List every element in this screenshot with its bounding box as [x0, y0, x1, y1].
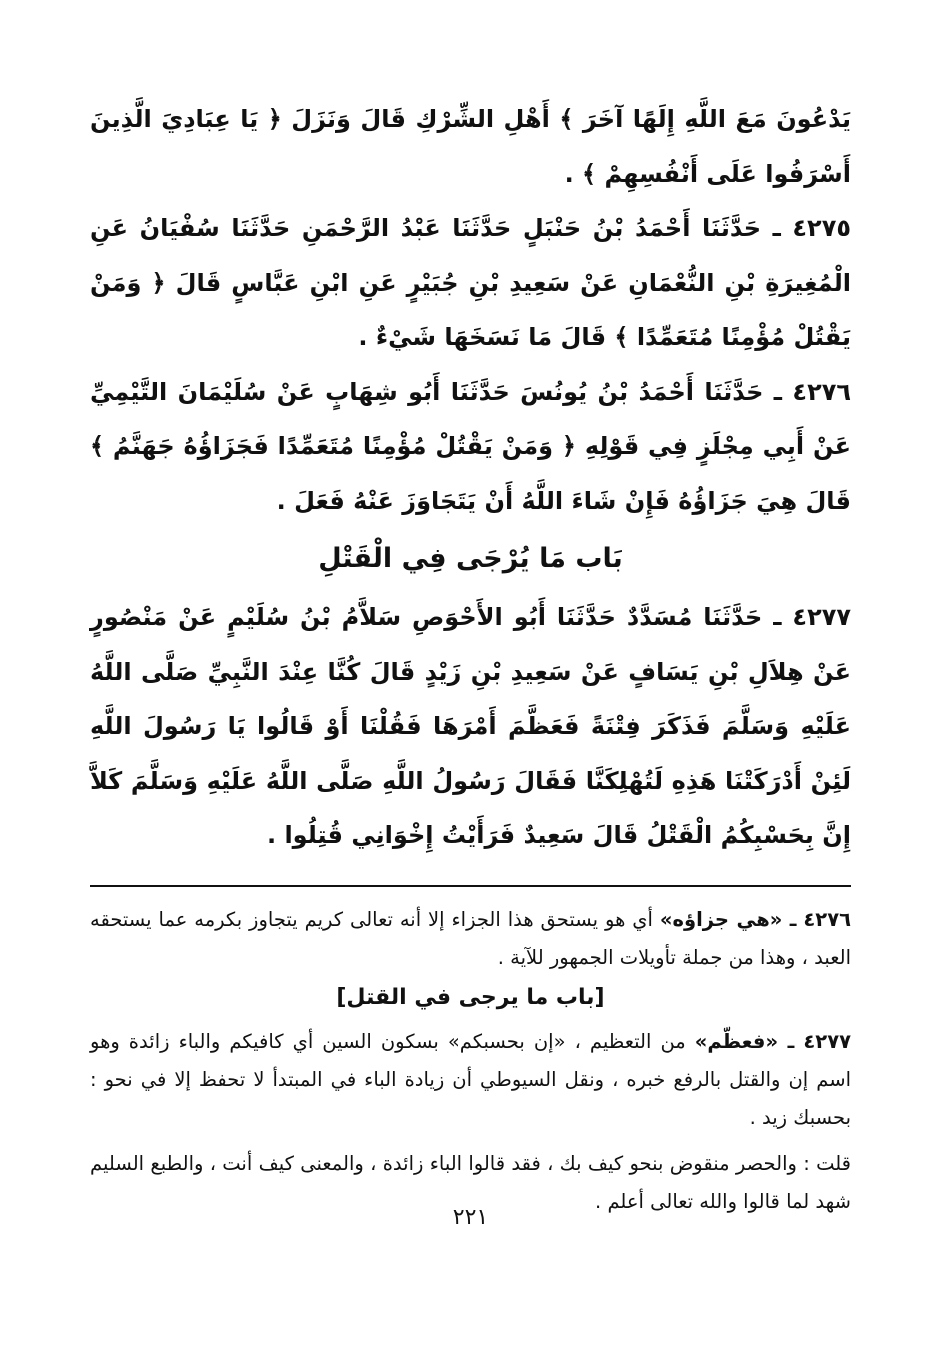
main-text — [90, 92, 851, 863]
note-lead: ـ «فعظّم» — [694, 1029, 795, 1053]
hadith-text: ـ حَدَّثَنَا مُسَدَّدٌ حَدَّثَنَا أَبُو الأَحْوَصِ سَلاَّمُ بْنُ سُلَيْمٍ عَنْ مَنْصُورٍ عَنْ هِلاَلِ بْنِ يَسَافٍ عَنْ سَعِيدِ بْنِ زَيْدٍ قَالَ كُنَّا عِنْدَ النَّبِيِّ صَلَّى اللَّهُ عَلَيْهِ وَسَلَّمَ فَذَكَرَ فِتْنَةً فَعَظَّمَ أَمْرَهَا فَقُلْنَا أَوْ قَالُوا يَا رَسُولَ اللَّهِ لَئِنْ أَدْرَكَتْنَا هَذِهِ لَتُهْلِكَنَّا فَقَالَ رَسُولُ اللَّهِ صَلَّى اللَّهُ عَلَيْهِ وَسَلَّمَ كَلاَّ إِنَّ بِحَسْبِكُمُ الْقَتْلُ قَالَ سَعِيدٌ فَرَأَيْتُ إِخْوَانِي قُتِلُوا . — [90, 603, 851, 849]
footnote-divider — [90, 885, 851, 887]
commentary-notes — [90, 901, 851, 1221]
note-lead: ـ «هي جزاؤه» — [659, 907, 797, 931]
hadith-4276 — [90, 365, 851, 529]
hadith-text: ـ حَدَّثَنَا أَحْمَدُ بْنُ حَنْبَلٍ حَدَّثَنَا عَبْدُ الرَّحْمَنِ حَدَّثَنَا سُفْيَانُ عَنِ الْمُغِيرَةِ بْنِ النُّعْمَانِ عَنْ سَعِيدِ بْنِ جُبَيْرٍ عَنِ ابْنِ عَبَّاسٍ قَالَ ﴿ وَمَنْ يَقْتُلْ مُؤْمِنًا مُتَعَمِّدًا ﴾ قَالَ مَا نَسَخَهَا شَيْءٌ . — [90, 214, 851, 351]
chapter-title: بَاب مَا يُرْجَى فِي الْقَتْلِ — [318, 543, 623, 574]
note-4277 — [90, 1023, 851, 1137]
continuation-text: يَدْعُونَ مَعَ اللَّهِ إِلَهًا آخَرَ ﴾ أَهْلِ الشِّرْكِ قَالَ وَنَزَلَ ﴿ يَا عِبَادِيَ الَّذِينَ أَسْرَفُوا عَلَى أَنْفُسِهِمْ ﴾ . — [90, 105, 851, 188]
hadith-4277 — [90, 590, 851, 863]
note-number: ٤٢٧٧ — [803, 1029, 851, 1053]
hadith-number: ٤٢٧٥ — [792, 214, 851, 242]
page-number: ٢٢١ — [452, 1205, 489, 1230]
note-text: من التعظيم ، «إن بحسبكم» بسكون السين أي كافيكم والباء زائدة وهو اسم إن والقتل بالرفع خبره ، ونقل السيوطي أن زيادة الباء في المبتدأ لا تحفظ إلا في نحو : بحسبك زيد . — [90, 1029, 851, 1129]
hadith-text: ـ حَدَّثَنَا أَحْمَدُ بْنُ يُونُسَ حَدَّثَنَا أَبُو شِهَابٍ عَنْ سُلَيْمَانَ التَّيْمِيِّ عَنْ أَبِي مِجْلَزٍ فِي قَوْلِهِ ﴿ وَمَنْ يَقْتُلْ مُؤْمِنًا مُتَعَمِّدًا فَجَزَاؤُهُ جَهَنَّمُ ﴾ قَالَ هِيَ جَزَاؤُهُ فَإِنْ شَاءَ اللَّهُ أَنْ يَتَجَاوَزَ عَنْهُ فَعَلَ . — [90, 377, 851, 515]
hadith-number: ٤٢٧٧ — [792, 603, 852, 631]
hadith-4275 — [90, 201, 851, 365]
note-4276 — [90, 901, 851, 977]
note-number: ٤٢٧٦ — [803, 907, 852, 931]
remark-text: قلت : والحصر منقوض بنحو كيف بك ، فقد قالوا الباء زائدة ، والمعنى كيف أنت ، والطبع السليم شهد لما قالوا والله تعالى أعلم . — [90, 1151, 851, 1213]
hadith-number: ٤٢٧٦ — [792, 377, 852, 406]
note-chapter-title: [باب ما يرجى في القتل] — [336, 984, 605, 1010]
paragraph-continuation — [90, 92, 851, 201]
note-text: أي هو يستحق هذا الجزاء إلا أنه تعالى كريم يتجاوز بكرمه عما يستحقه العبد ، وهذا من جملة تأويلات الجمهور للآية . — [90, 907, 851, 969]
